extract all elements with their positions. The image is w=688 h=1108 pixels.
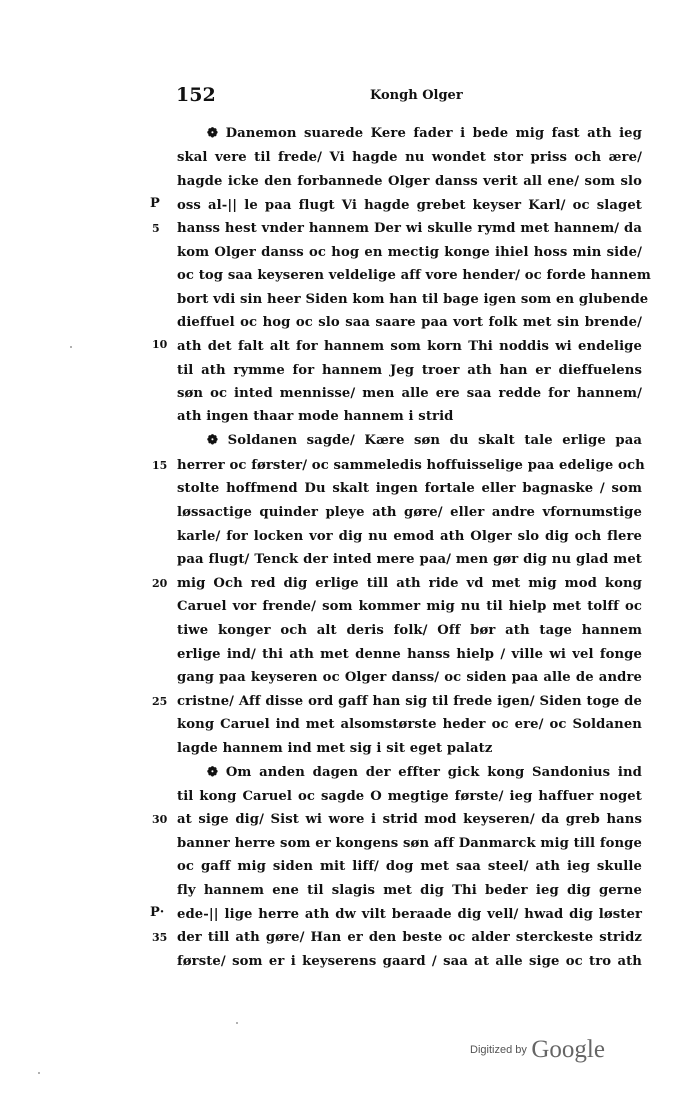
line-number-25: 25	[152, 695, 168, 708]
text-line: at sige dig/ Sist wi wore i strid mod keyseren/ da greb hans	[177, 812, 642, 827]
line-number-15: 15	[152, 459, 168, 472]
line-number-30: 30	[152, 813, 168, 826]
text-line: ath ingen thaar mode hannem i strid	[177, 409, 454, 424]
google-digitized-mark	[470, 1036, 605, 1064]
text-line: stolte hoffmend Du skalt ingen fortale eller bagnaske / som	[177, 481, 642, 496]
google-logo-text: Google	[531, 1036, 605, 1063]
text-line: der till ath gøre/ Han er den beste oc alder sterckeste stridz	[177, 930, 642, 945]
text-line: bort vdi sin heer Siden kom han til bage igen som en glubende	[177, 292, 649, 307]
text-line: søn oc inted mennisse/ men alle ere saa redde for hannem/	[177, 386, 642, 401]
text-line: banner herre som er kongens søn aff Danmarck mig till fonge	[177, 836, 642, 851]
text-line: hanss hest vnder hannem Der wi skulle rymd met hannem/ da	[177, 221, 642, 236]
text-line: herrer oc førster/ oc sammeledis hoffuisselige paa edelige och	[177, 458, 645, 473]
scan-speck	[70, 346, 72, 348]
text-line: erlige ind/ thi ath met denne hanss hielp / ville wi vel fonge	[177, 647, 642, 662]
text-line: oc tog saa keyseren veldelige aff vore hender/ oc forde hannem	[177, 268, 651, 283]
text-line: ❁ Om anden dagen der effter gick kong Sandonius ind	[207, 765, 642, 780]
text-line: cristne/ Aff disse ord gaff han sig til frede igen/ Siden toge de	[177, 694, 642, 709]
text-line: mig Och red dig erlige till ath ride vd met mig mod kong	[177, 576, 642, 591]
digitized-by-label: Digitized by	[470, 1044, 527, 1056]
text-line: løssactige quinder pleye ath gøre/ eller andre vfornumstige	[177, 505, 642, 520]
line-number-35: 35	[152, 931, 168, 944]
text-line: ❁ Danemon suarede Kere fader i bede mig fast ath ieg	[207, 126, 642, 141]
scan-speck	[38, 1072, 40, 1074]
text-line: til kong Caruel oc sagde O megtige første/ ieg haffuer noget	[177, 789, 642, 804]
text-line: første/ som er i keyserens gaard / saa at alle sige oc tro ath	[177, 954, 642, 969]
line-number-5: 5	[152, 222, 160, 235]
margin-mark-p: P	[150, 196, 160, 211]
text-line: kom Olger danss oc hog en mectig konge ihiel hoss min side/	[177, 245, 642, 260]
text-line: ❁ Soldanen sagde/ Kære søn du skalt tale erlige paa	[207, 433, 642, 448]
margin-mark-p2: P·	[150, 905, 165, 920]
text-line: Caruel vor frende/ som kommer mig nu til hielp met tolff oc	[177, 599, 642, 614]
text-line: paa flugt/ Tenck der inted mere paa/ men gør dig nu glad met	[177, 552, 642, 567]
line-number-20: 20	[152, 577, 168, 590]
text-line: lagde hannem ind met sig i sit eget palatz	[177, 741, 493, 756]
scan-speck	[236, 1022, 238, 1024]
text-line: skal vere til frede/ Vi hagde nu wondet stor priss och ære/	[177, 150, 642, 165]
text-line: oc gaff mig siden mit liff/ dog met saa steel/ ath ieg skulle	[177, 859, 642, 874]
text-line: karle/ for locken vor dig nu emod ath Olger slo dig och flere	[177, 529, 642, 544]
text-line: oss al-|| le paa flugt Vi hagde grebet keyser Karl/ oc slaget	[177, 198, 642, 213]
text-line: hagde icke den forbannede Olger danss verit all ene/ som slo	[177, 174, 642, 189]
text-line: kong Caruel ind met alsomstørste heder oc ere/ oc Soldanen	[177, 717, 642, 732]
text-line: fly hannem ene til slagis met dig Thi beder ieg dig gerne	[177, 883, 642, 898]
line-number-10: 10	[152, 338, 168, 351]
running-title: Kongh Olger	[370, 88, 463, 103]
text-line: gang paa keyseren oc Olger danss/ oc siden paa alle de andre	[177, 670, 642, 685]
text-line: tiwe konger och alt deris folk/ Off bør ath tage hannem	[177, 623, 642, 638]
page-number: 152	[176, 84, 216, 106]
text-line: ath det falt alt for hannem som korn Thi noddis wi endelige	[177, 339, 642, 354]
text-line: ede-|| lige herre ath dw vilt beraade dig vell/ hwad dig løster	[177, 907, 642, 922]
text-line: til ath rymme for hannem Jeg troer ath han er dieffuelens	[177, 363, 642, 378]
text-line: dieffuel oc hog oc slo saa saare paa vort folk met sin brende/	[177, 315, 642, 330]
